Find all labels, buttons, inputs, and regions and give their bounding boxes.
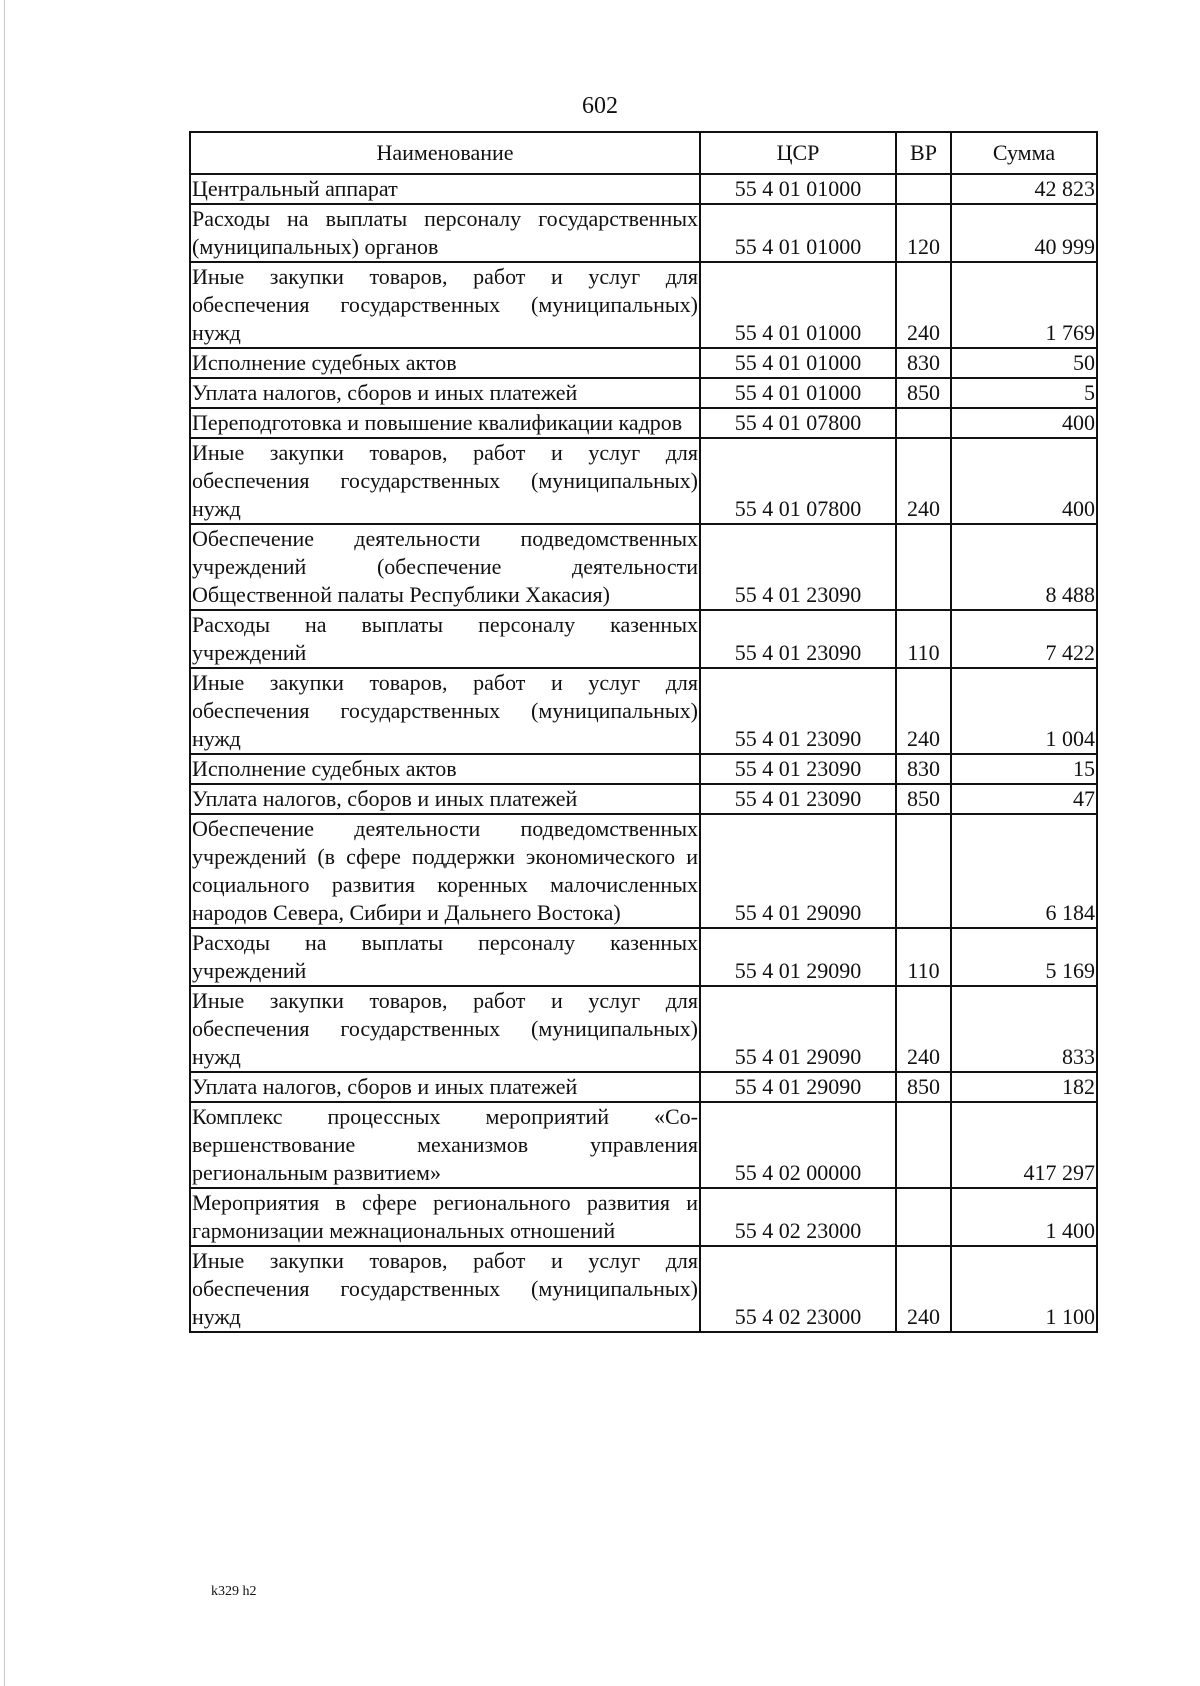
row-csr: 55 4 01 01000	[700, 262, 896, 348]
row-vr	[896, 814, 951, 928]
row-sum: 50	[951, 348, 1097, 378]
row-vr	[896, 174, 951, 204]
row-sum: 1 100	[951, 1246, 1097, 1332]
table-row	[190, 1072, 1097, 1102]
row-name: Иные закупки товаров, работ и услуг для обеспечения государственных (муниципальных) нужд	[190, 1246, 700, 1332]
row-name: Иные закупки товаров, работ и услуг для обеспечения государственных (муниципальных) нужд	[190, 668, 700, 754]
row-name: Расходы на выплаты персоналу государственных (муниципальных) органов	[190, 204, 700, 262]
row-sum: 400	[951, 438, 1097, 524]
table-row	[190, 1102, 1097, 1188]
row-sum: 42 823	[951, 174, 1097, 204]
table-row	[190, 524, 1097, 610]
row-csr: 55 4 02 00000	[700, 1102, 896, 1188]
row-name: Исполнение судебных актов	[190, 348, 700, 378]
table-row	[190, 784, 1097, 814]
row-csr: 55 4 01 29090	[700, 986, 896, 1072]
row-name: Центральный аппарат	[190, 174, 700, 204]
row-csr: 55 4 01 01000	[700, 378, 896, 408]
row-name: Комплекс процессных мероприятий «Совершенствование механизмов управления региональным развитием»	[190, 1102, 700, 1188]
table-row	[190, 814, 1097, 928]
row-vr: 120	[896, 204, 951, 262]
row-sum: 1 769	[951, 262, 1097, 348]
scan-edge-line	[4, 0, 5, 1686]
row-sum: 5	[951, 378, 1097, 408]
row-csr: 55 4 01 01000	[700, 348, 896, 378]
header-vr: ВР	[896, 132, 951, 174]
table-row	[190, 668, 1097, 754]
row-sum: 15	[951, 754, 1097, 784]
row-sum: 400	[951, 408, 1097, 438]
row-name: Мероприятия в сфере регионального развития и гармонизации межнациональных отношений	[190, 1188, 700, 1246]
row-vr: 850	[896, 1072, 951, 1102]
table-header-row	[190, 132, 1097, 174]
header-sum: Сумма	[951, 132, 1097, 174]
row-csr: 55 4 01 23090	[700, 524, 896, 610]
row-name: Уплата налогов, сборов и иных платежей	[190, 784, 700, 814]
row-sum: 417 297	[951, 1102, 1097, 1188]
row-csr: 55 4 01 29090	[700, 814, 896, 928]
row-sum: 40 999	[951, 204, 1097, 262]
row-vr: 240	[896, 986, 951, 1072]
row-sum: 8 488	[951, 524, 1097, 610]
row-sum: 7 422	[951, 610, 1097, 668]
row-csr: 55 4 01 23090	[700, 754, 896, 784]
table-row	[190, 928, 1097, 986]
table-row	[190, 408, 1097, 438]
table-row	[190, 204, 1097, 262]
row-name: Обеспечение деятельности подведомственных учреждений (в сфере поддержки экономического и социального развития коренных малочисленных народов Севера, Сибири и Дальнего Востока)	[190, 814, 700, 928]
footer-code: k329 h2	[211, 1584, 257, 1599]
row-vr: 850	[896, 784, 951, 814]
row-sum: 6 184	[951, 814, 1097, 928]
table-row	[190, 1188, 1097, 1246]
row-sum: 182	[951, 1072, 1097, 1102]
row-name: Иные закупки товаров, работ и услуг для обеспечения государственных (муниципальных) нужд	[190, 438, 700, 524]
row-vr: 110	[896, 928, 951, 986]
row-sum: 1 004	[951, 668, 1097, 754]
row-csr: 55 4 02 23000	[700, 1246, 896, 1332]
row-name: Уплата налогов, сборов и иных платежей	[190, 1072, 700, 1102]
row-vr	[896, 1102, 951, 1188]
row-csr: 55 4 01 23090	[700, 784, 896, 814]
table-row	[190, 1246, 1097, 1332]
table-row	[190, 610, 1097, 668]
row-vr	[896, 1188, 951, 1246]
row-vr: 240	[896, 438, 951, 524]
row-csr: 55 4 01 01000	[700, 174, 896, 204]
row-vr	[896, 408, 951, 438]
row-vr: 830	[896, 348, 951, 378]
table-row	[190, 754, 1097, 784]
row-vr: 110	[896, 610, 951, 668]
row-name: Уплата налогов, сборов и иных платежей	[190, 378, 700, 408]
table-row	[190, 262, 1097, 348]
page-number: 602	[582, 93, 618, 119]
row-name: Обеспечение деятельности подведомственных учреждений (обеспечение деятельности Общественной палаты Республики Хакасия)	[190, 524, 700, 610]
budget-table	[189, 131, 1098, 1333]
row-vr: 240	[896, 262, 951, 348]
row-sum: 5 169	[951, 928, 1097, 986]
row-csr: 55 4 01 23090	[700, 610, 896, 668]
row-csr: 55 4 01 23090	[700, 668, 896, 754]
row-name: Иные закупки товаров, работ и услуг для обеспечения государственных (муниципальных) нужд	[190, 262, 700, 348]
table-row	[190, 348, 1097, 378]
row-name: Иные закупки товаров, работ и услуг для обеспечения государственных (муниципальных) нужд	[190, 986, 700, 1072]
row-sum: 47	[951, 784, 1097, 814]
row-name: Переподготовка и повышение квалификации кадров	[190, 408, 700, 438]
row-name: Расходы на выплаты персоналу казенных учреждений	[190, 928, 700, 986]
table-row	[190, 986, 1097, 1072]
row-csr: 55 4 02 23000	[700, 1188, 896, 1246]
row-csr: 55 4 01 29090	[700, 1072, 896, 1102]
table-row	[190, 378, 1097, 408]
row-vr: 240	[896, 1246, 951, 1332]
row-vr: 240	[896, 668, 951, 754]
row-vr: 850	[896, 378, 951, 408]
row-vr: 830	[896, 754, 951, 784]
row-vr	[896, 524, 951, 610]
table-row	[190, 174, 1097, 204]
row-name: Расходы на выплаты персоналу казенных учреждений	[190, 610, 700, 668]
row-csr: 55 4 01 07800	[700, 408, 896, 438]
row-csr: 55 4 01 29090	[700, 928, 896, 986]
row-name: Исполнение судебных актов	[190, 754, 700, 784]
header-name: Наименование	[190, 132, 700, 174]
row-csr: 55 4 01 01000	[700, 204, 896, 262]
row-sum: 833	[951, 986, 1097, 1072]
row-csr: 55 4 01 07800	[700, 438, 896, 524]
row-sum: 1 400	[951, 1188, 1097, 1246]
table-row	[190, 438, 1097, 524]
header-csr: ЦСР	[700, 132, 896, 174]
